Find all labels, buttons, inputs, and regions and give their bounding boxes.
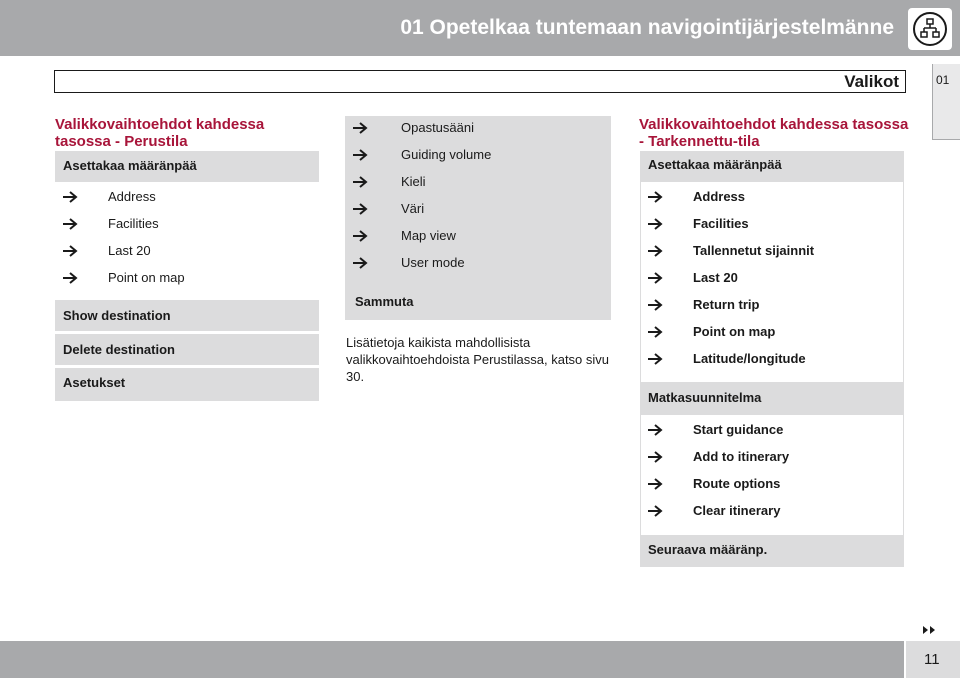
col2-list-item bbox=[352, 254, 602, 272]
col3-item-label: Address bbox=[693, 189, 746, 204]
col3-list-item bbox=[647, 448, 897, 466]
arrow-right-icon bbox=[647, 217, 665, 231]
col3-item-label: Route options bbox=[693, 476, 781, 491]
col1-item-label: Address bbox=[108, 189, 156, 204]
next-page-icon bbox=[922, 625, 942, 635]
col1-bar-delete-destination bbox=[55, 334, 319, 365]
col3-bar-destination-label: Asettakaa määränpää bbox=[648, 157, 782, 172]
arrow-right-icon bbox=[352, 175, 370, 189]
col1-item-label: Last 20 bbox=[108, 243, 151, 258]
col3-list-item bbox=[647, 323, 897, 341]
page-number-box bbox=[906, 641, 960, 678]
section-header bbox=[54, 70, 906, 93]
col2-list-item bbox=[352, 227, 602, 245]
col3-item-label: Point on map bbox=[693, 324, 776, 339]
col1-list-item bbox=[62, 242, 312, 260]
arrow-right-icon bbox=[352, 256, 370, 270]
col1-heading: Valikkovaihtoehdot kahdessa tasossa - Perustila bbox=[55, 116, 265, 150]
col3-item-label: Add to itinerary bbox=[693, 449, 790, 464]
col3-item-label: Clear itinerary bbox=[693, 503, 781, 518]
arrow-right-icon bbox=[352, 229, 370, 243]
arrow-right-icon bbox=[352, 121, 370, 135]
arrow-right-icon bbox=[647, 450, 665, 464]
arrow-right-icon bbox=[352, 202, 370, 216]
col1-list-item bbox=[62, 188, 312, 206]
col3-item-label: Start guidance bbox=[693, 422, 784, 437]
col3-list-item bbox=[647, 350, 897, 368]
col3-list-item bbox=[647, 215, 897, 233]
col1-bar-destination bbox=[55, 151, 319, 182]
col2-item-label: Väri bbox=[401, 201, 425, 216]
chapter-tab bbox=[932, 64, 960, 140]
chapter-number: 01 bbox=[936, 73, 950, 87]
arrow-right-icon bbox=[352, 148, 370, 162]
col3-item-label: Tallennetut sijainnit bbox=[693, 243, 815, 258]
arrow-right-icon bbox=[62, 271, 80, 285]
arrow-right-icon bbox=[647, 271, 665, 285]
arrow-right-icon bbox=[647, 325, 665, 339]
arrow-right-icon bbox=[647, 352, 665, 366]
col2-bar-shutdown-label: Sammuta bbox=[355, 294, 414, 309]
col3-list-item bbox=[647, 502, 897, 520]
navigation-chapter-icon bbox=[908, 8, 952, 50]
col2-list-item bbox=[352, 119, 602, 137]
section-label: Valikot bbox=[844, 72, 899, 91]
col3-item-label: Return trip bbox=[693, 297, 760, 312]
col2-item-label: Opastusääni bbox=[401, 120, 474, 135]
arrow-right-icon bbox=[647, 504, 665, 518]
col3-list-item bbox=[647, 188, 897, 206]
col2-note: Lisätietoja kaikista mahdollisista valikkovaihtoehdoista Perustilassa, katso sivu 30. bbox=[346, 335, 610, 384]
col1-bar-destination-label: Asettakaa määränpää bbox=[63, 158, 197, 173]
page-number: 11 bbox=[924, 651, 940, 668]
col1-bar-settings-label: Asetukset bbox=[63, 375, 126, 390]
col3-list-item bbox=[647, 475, 897, 493]
col3-bar-next-destination-label: Seuraava määränp. bbox=[648, 542, 768, 557]
arrow-right-icon bbox=[62, 217, 80, 231]
arrow-right-icon bbox=[647, 477, 665, 491]
col3-bar-next-destination bbox=[640, 535, 904, 567]
col2-item-label: User mode bbox=[401, 255, 465, 270]
col3-list-item bbox=[647, 242, 897, 260]
col2-list-item bbox=[352, 173, 602, 191]
arrow-right-icon bbox=[62, 244, 80, 258]
col2-bar-shutdown bbox=[345, 289, 611, 320]
footer-bar bbox=[0, 641, 904, 678]
col3-bar-itinerary bbox=[640, 383, 904, 415]
col1-item-label: Point on map bbox=[108, 270, 185, 285]
arrow-right-icon bbox=[647, 190, 665, 204]
arrow-right-icon bbox=[647, 244, 665, 258]
col2-list-item bbox=[352, 146, 602, 164]
page-title: 01 Opetelkaa tuntemaan navigointijärjestelmänne bbox=[400, 16, 894, 39]
col1-bar-settings bbox=[55, 368, 319, 401]
col3-item-label: Facilities bbox=[693, 216, 749, 231]
col3-list-item bbox=[647, 269, 897, 287]
col1-list-item bbox=[62, 269, 312, 287]
col2-item-label: Map view bbox=[401, 228, 456, 243]
arrow-right-icon bbox=[647, 423, 665, 437]
col1-bar-delete-destination-label: Delete destination bbox=[63, 342, 175, 357]
col1-item-label: Facilities bbox=[108, 216, 159, 231]
col3-item-label: Last 20 bbox=[693, 270, 738, 285]
col1-list-item bbox=[62, 215, 312, 233]
arrow-right-icon bbox=[647, 298, 665, 312]
col1-bar-show-destination-label: Show destination bbox=[63, 308, 171, 323]
col3-bar-itinerary-label: Matkasuunnitelma bbox=[648, 390, 762, 405]
col3-list-item bbox=[647, 296, 897, 314]
col3-list-item bbox=[647, 421, 897, 439]
col2-list-item bbox=[352, 200, 602, 218]
arrow-right-icon bbox=[62, 190, 80, 204]
col3-heading: Valikkovaihtoehdot kahdessa tasossa - Tarkennettu-tila bbox=[639, 116, 909, 150]
col1-bar-show-destination bbox=[55, 300, 319, 331]
col2-item-label: Guiding volume bbox=[401, 147, 492, 162]
col2-item-label: Kieli bbox=[401, 174, 426, 189]
col3-item-label: Latitude/longitude bbox=[693, 351, 806, 366]
